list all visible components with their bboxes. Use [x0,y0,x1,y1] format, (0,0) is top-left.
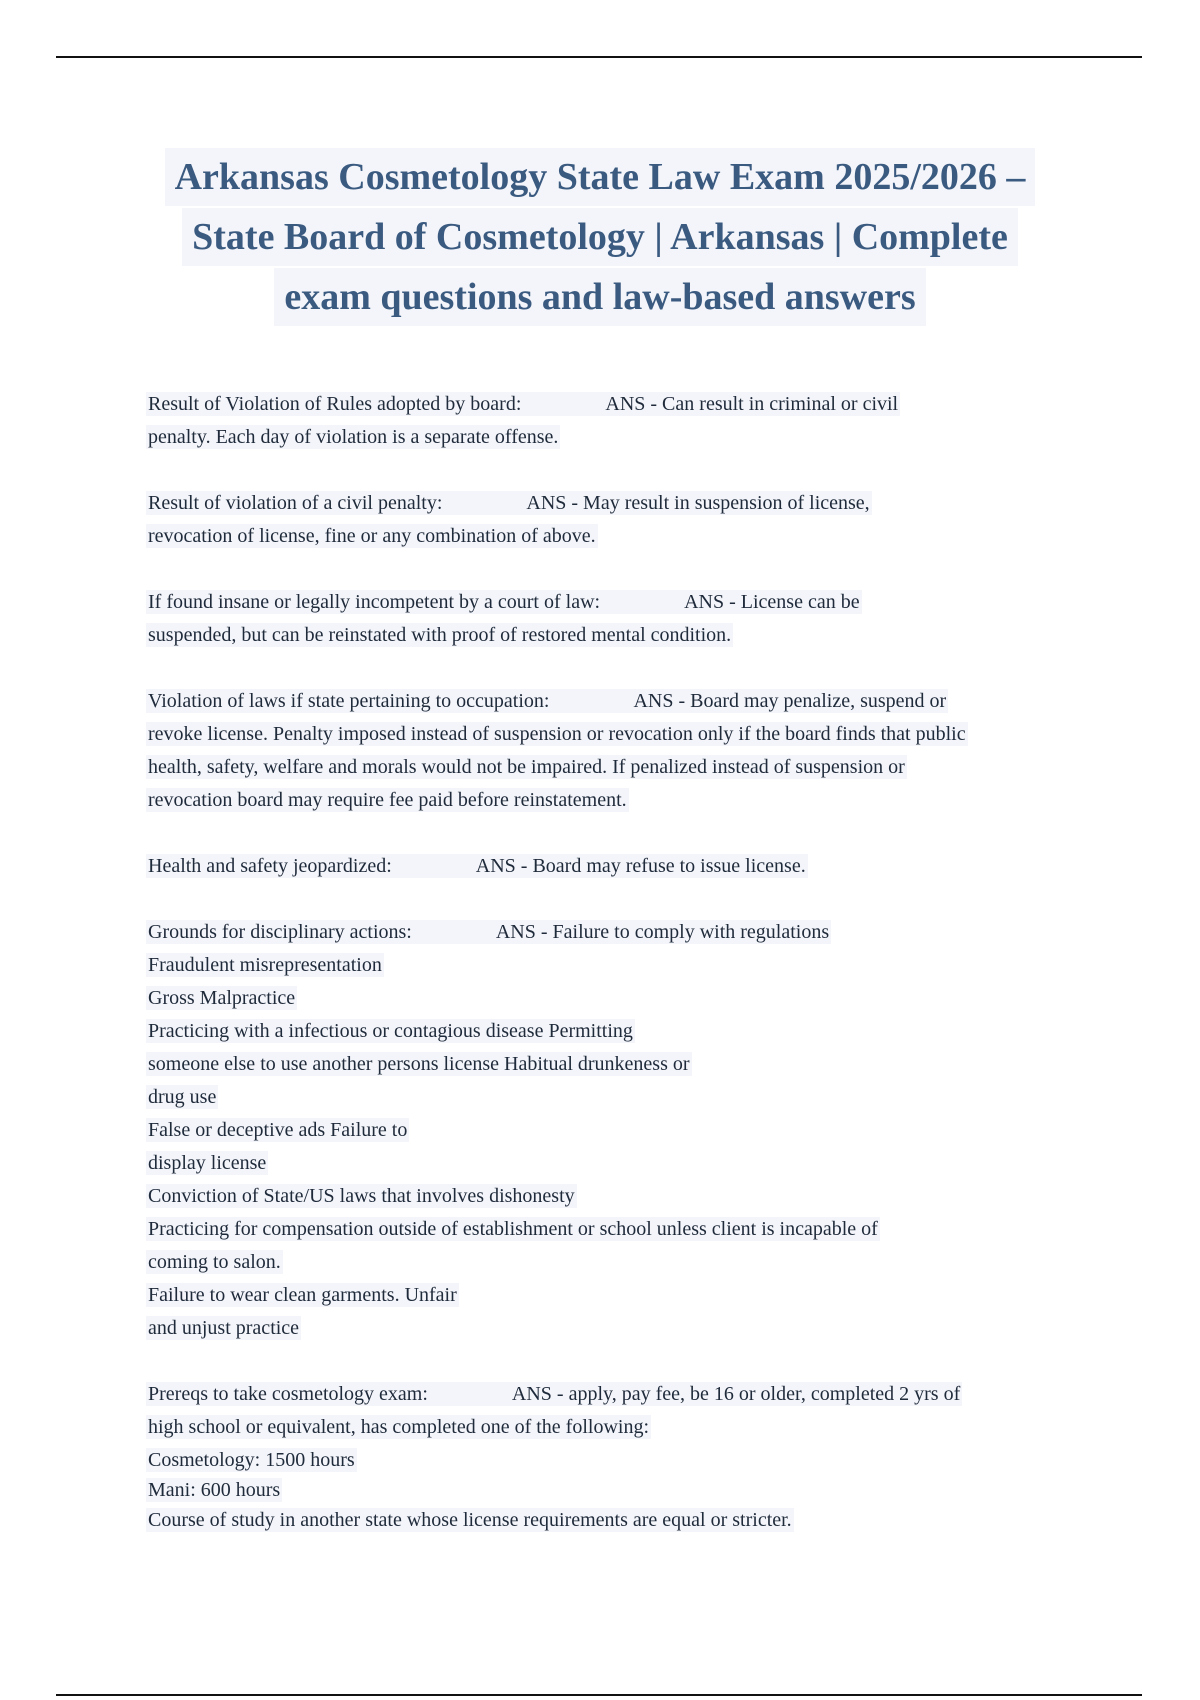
list-item: Conviction of State/US laws that involves dishonesty [148,1185,575,1207]
list-item: coming to salon. [148,1251,281,1273]
qa-item-5 [146,850,1086,883]
qa-item-4 [146,685,1086,817]
qa-item-6 [146,916,1086,1345]
answer-continuation: revoke license. Penalty imposed instead of suspension or revocation only if the board finds that public [148,723,966,745]
list-item: someone else to use another persons license Habitual drunkeness or [148,1053,690,1075]
title-line-1: Arkansas Cosmetology State Law Exam 2025/2026 – [165,148,1036,206]
list-item: Fraudulent misrepresentation [148,954,382,976]
answer-continuation: health, safety, welfare and morals would not be impaired. If penalized instead of suspension or [148,756,905,778]
top-rule [56,56,1142,58]
question: Prereqs to take cosmetology exam: [148,1383,428,1405]
question: Health and safety jeopardized: [148,855,392,877]
answer-continuation: suspended, but can be reinstated with proof of restored mental condition. [148,624,732,646]
answer: ANS - Can result in criminal or civil [605,393,899,415]
question: Grounds for disciplinary actions: [148,921,412,943]
list-item: and unjust practice [148,1317,300,1339]
list-item: Course of study in another state whose license requirements are equal or stricter. [148,1509,792,1531]
title-line-2: State Board of Cosmetology | Arkansas | Complete [182,208,1018,266]
question: If found insane or legally incompetent by a court of law: [148,591,601,613]
question: Result of Violation of Rules adopted by board: [148,393,522,415]
list-item: drug use [148,1086,217,1108]
answer: ANS - Board may refuse to issue license. [475,855,806,877]
answer: ANS - May result in suspension of license, [526,492,870,514]
answer-continuation: revocation board may require fee paid before reinstatement. [148,789,627,811]
qa-item-1 [146,388,1086,454]
answer-continuation: revocation of license, fine or any combination of above. [148,525,596,547]
qa-list [146,388,1086,1570]
answer: ANS - License can be [684,591,860,613]
qa-item-7 [146,1378,1086,1537]
answer: ANS - apply, pay fee, be 16 or older, completed 2 yrs of [511,1383,961,1405]
answer-continuation: high school or equivalent, has completed one of the following: [148,1416,649,1438]
answer-continuation: penalty. Each day of violation is a separate offense. [148,426,559,448]
question: Violation of laws if state pertaining to occupation: [148,690,550,712]
title-line-3: exam questions and law-based answers [274,268,925,326]
list-item: Mani: 600 hours [148,1479,281,1501]
answer: ANS - Board may penalize, suspend or [633,690,947,712]
bottom-rule [56,1694,1142,1696]
list-item: Failure to wear clean garments. Unfair [148,1284,457,1306]
document-title [100,148,1100,328]
question: Result of violation of a civil penalty: [148,492,443,514]
list-item: Practicing for compensation outside of establishment or school unless client is incapable of [148,1218,878,1240]
qa-item-2 [146,487,1086,553]
list-item: Gross Malpractice [148,987,296,1009]
list-item: Cosmetology: 1500 hours [148,1449,355,1471]
answer: ANS - Failure to comply with regulations [495,921,830,943]
list-item: False or deceptive ads Failure to [148,1119,408,1141]
list-item: display license [148,1152,267,1174]
qa-item-3 [146,586,1086,652]
list-item: Practicing with a infectious or contagious disease Permitting [148,1020,633,1042]
